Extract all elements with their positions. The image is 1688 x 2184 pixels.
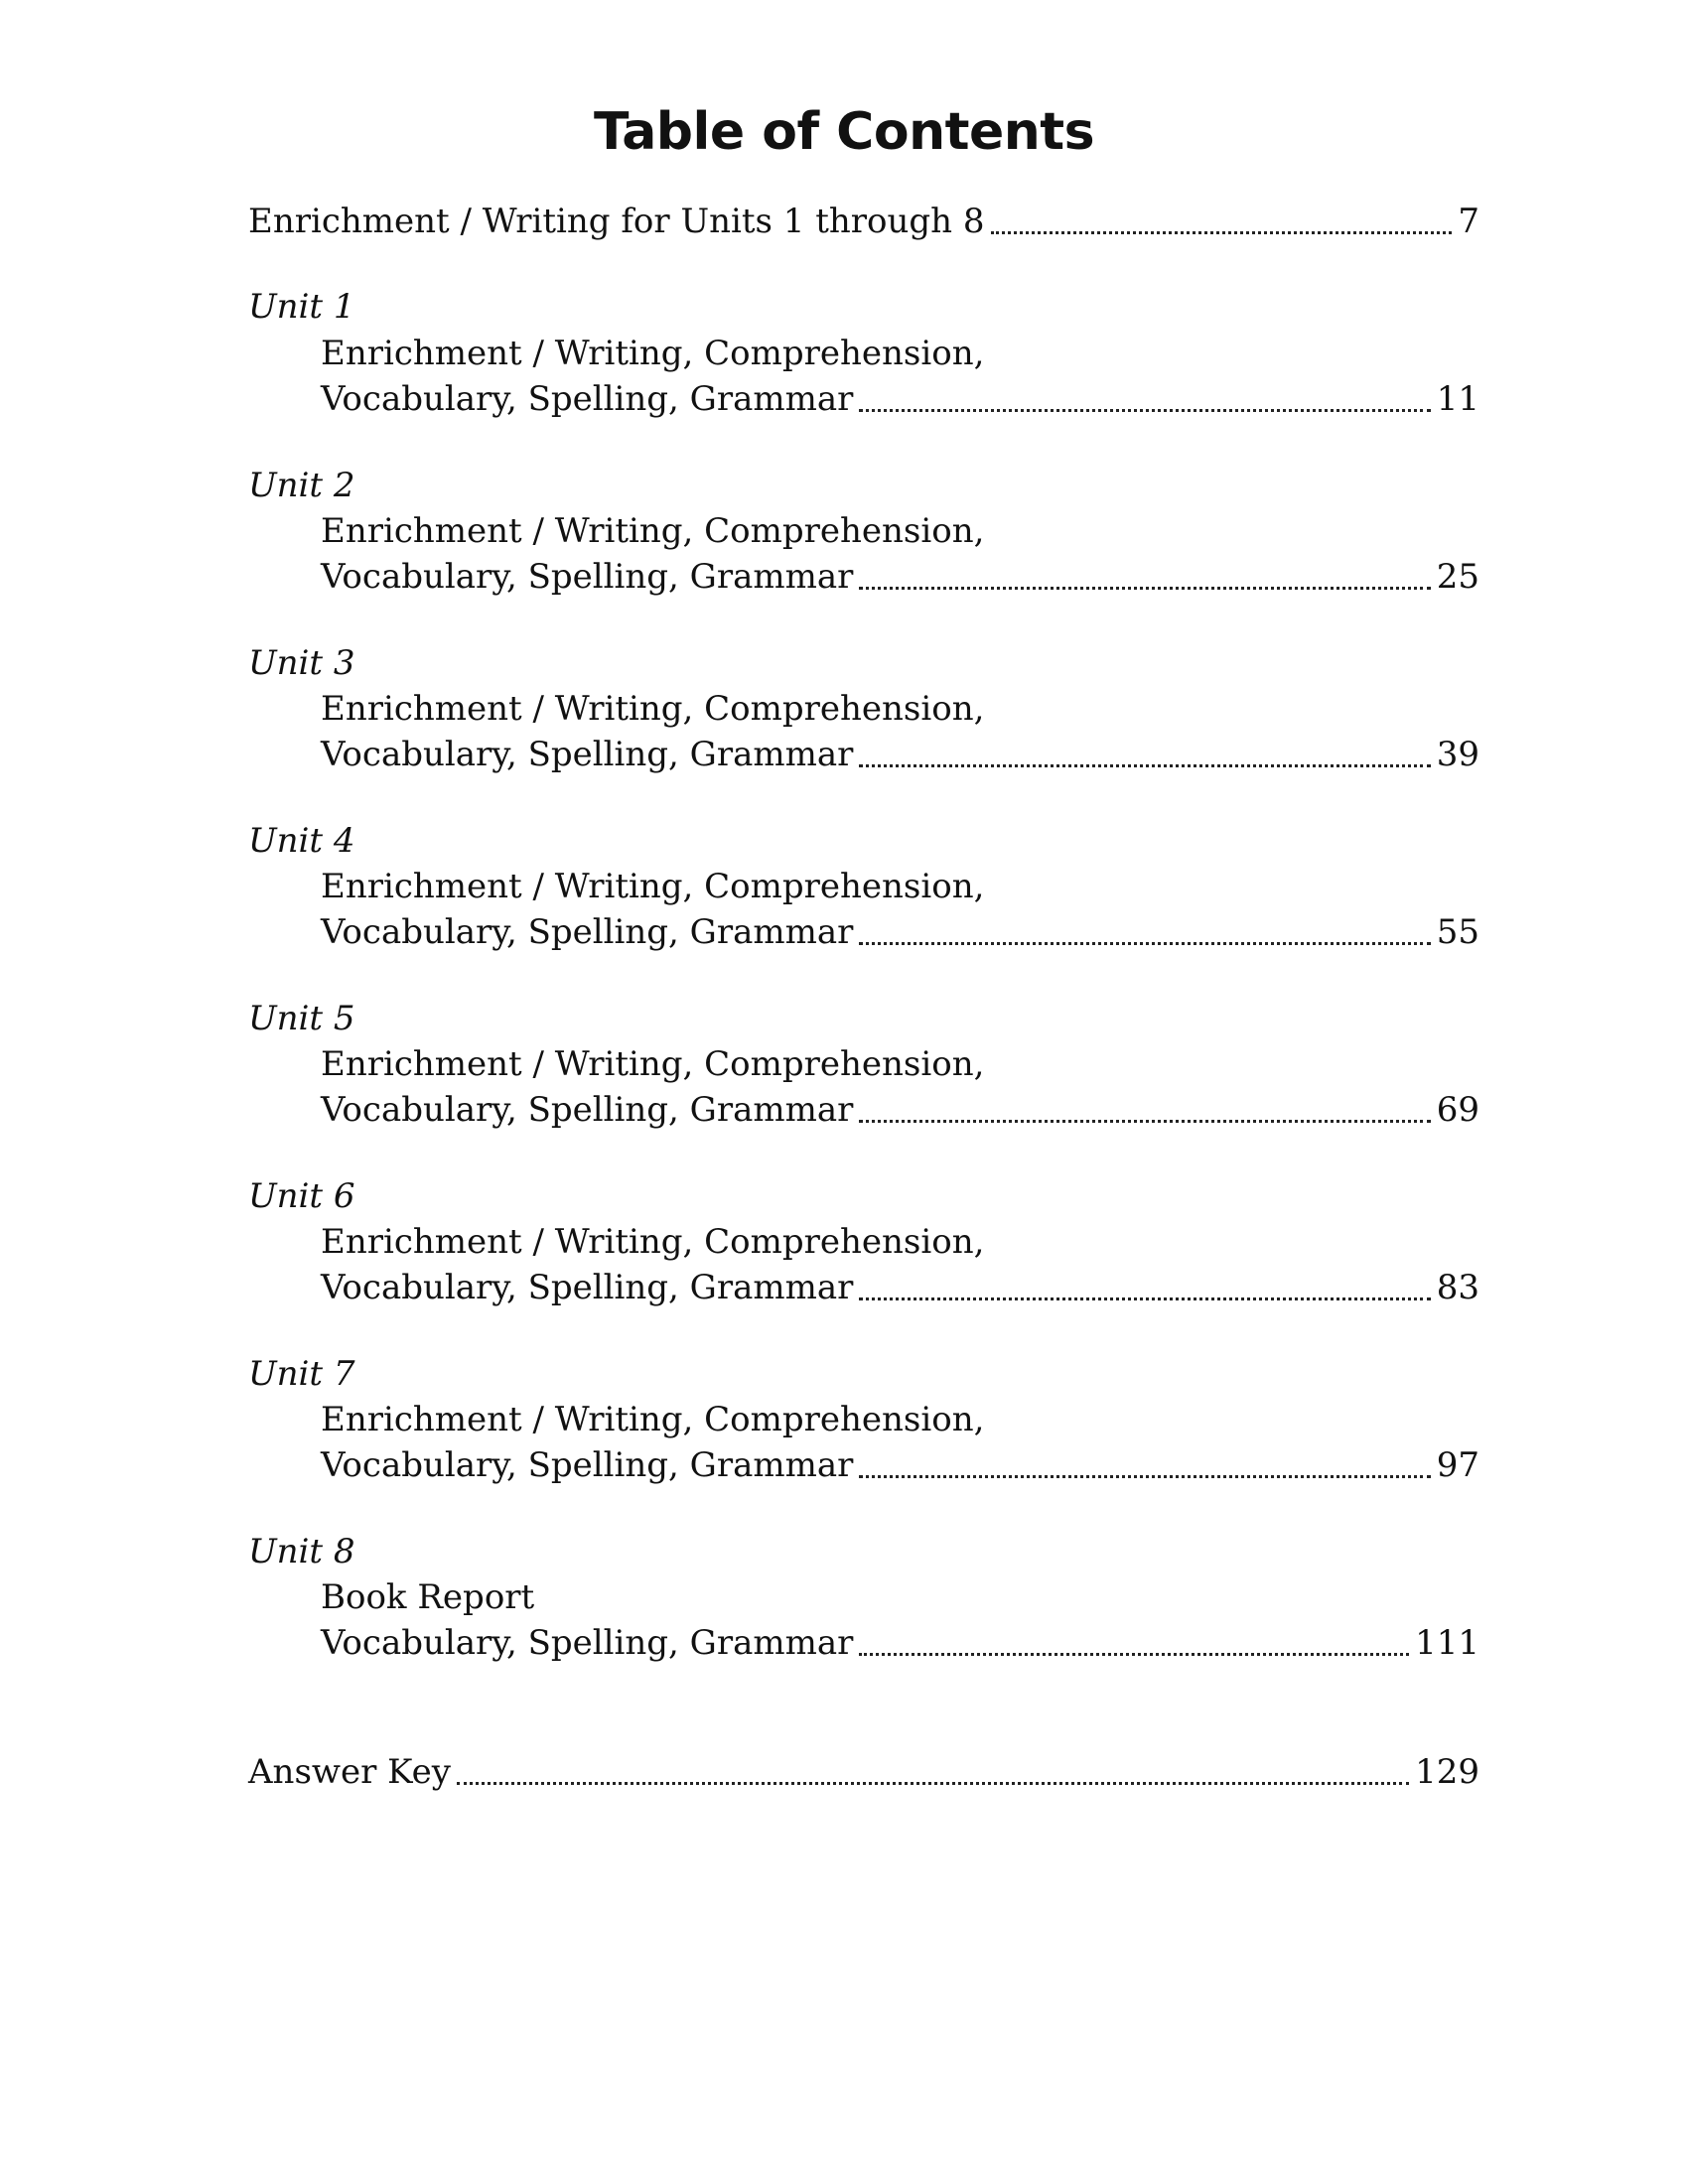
toc-entry-label: Vocabulary, Spelling, Grammar — [321, 557, 854, 597]
toc-entry-label: Vocabulary, Spelling, Grammar — [321, 379, 854, 419]
unit-heading: Unit 7 — [248, 1354, 355, 1394]
toc-entry-label: Answer Key — [248, 1752, 451, 1792]
unit-heading: Unit 3 — [248, 643, 355, 683]
toc-entry-label: Vocabulary, Spelling, Grammar — [321, 1268, 854, 1307]
dot-leader — [859, 1268, 1430, 1300]
unit-topics-line: Enrichment / Writing, Comprehension, — [321, 1400, 985, 1439]
toc-page-number: 11 — [1436, 379, 1479, 419]
toc-entry-unit-5[interactable] — [321, 1087, 1479, 1133]
unit-topics-line: Enrichment / Writing, Comprehension, — [321, 511, 985, 551]
unit-heading: Unit 8 — [248, 1532, 355, 1571]
toc-page-number: 97 — [1436, 1445, 1479, 1485]
toc-entry-intro[interactable] — [248, 199, 1479, 244]
toc-entry-unit-8[interactable] — [321, 1620, 1479, 1666]
dot-leader — [457, 1752, 1409, 1785]
toc-entry-label: Vocabulary, Spelling, Grammar — [321, 1445, 854, 1485]
toc-entry-label: Vocabulary, Spelling, Grammar — [321, 912, 854, 952]
toc-entry-label: Vocabulary, Spelling, Grammar — [321, 1623, 854, 1663]
unit-heading: Unit 5 — [248, 999, 355, 1038]
dot-leader — [859, 912, 1430, 945]
toc-page-number: 69 — [1436, 1090, 1479, 1130]
toc-page-number: 83 — [1436, 1268, 1479, 1307]
dot-leader — [859, 735, 1430, 767]
unit-heading: Unit 6 — [248, 1176, 355, 1216]
unit-topics-line: Book Report — [321, 1577, 535, 1617]
toc-page-number: 25 — [1436, 557, 1479, 597]
dot-leader — [859, 1445, 1430, 1478]
toc-entry-label: Enrichment / Writing for Units 1 through 8 — [248, 202, 985, 241]
unit-heading: Unit 4 — [248, 821, 355, 861]
dot-leader — [859, 1090, 1430, 1123]
toc-entry-label: Vocabulary, Spelling, Grammar — [321, 735, 854, 774]
dot-leader — [859, 557, 1430, 590]
dot-leader — [859, 379, 1430, 412]
unit-topics-line: Enrichment / Writing, Comprehension, — [321, 867, 985, 906]
toc-entry-answer-key[interactable] — [248, 1749, 1479, 1795]
toc-page-number: 39 — [1436, 735, 1479, 774]
page-title: Table of Contents — [593, 102, 1095, 162]
unit-topics-line: Enrichment / Writing, Comprehension, — [321, 334, 985, 373]
unit-topics-line: Enrichment / Writing, Comprehension, — [321, 1222, 985, 1262]
toc-entry-unit-3[interactable] — [321, 732, 1479, 777]
toc-entry-unit-1[interactable] — [321, 376, 1479, 422]
toc-page-number: 7 — [1458, 202, 1479, 241]
toc-entry-unit-2[interactable] — [321, 554, 1479, 600]
toc-entry-unit-6[interactable] — [321, 1265, 1479, 1310]
toc-page-number: 55 — [1436, 912, 1479, 952]
dot-leader — [859, 1623, 1409, 1656]
unit-topics-line: Enrichment / Writing, Comprehension, — [321, 1044, 985, 1084]
unit-heading: Unit 2 — [248, 466, 355, 505]
toc-entry-unit-7[interactable] — [321, 1442, 1479, 1488]
toc-entry-unit-4[interactable] — [321, 909, 1479, 955]
toc-page-number: 111 — [1415, 1623, 1479, 1663]
toc-entry-label: Vocabulary, Spelling, Grammar — [321, 1090, 854, 1130]
unit-topics-line: Enrichment / Writing, Comprehension, — [321, 689, 985, 729]
unit-heading: Unit 1 — [248, 287, 355, 327]
toc-page-number: 129 — [1415, 1752, 1479, 1792]
dot-leader — [991, 202, 1453, 234]
